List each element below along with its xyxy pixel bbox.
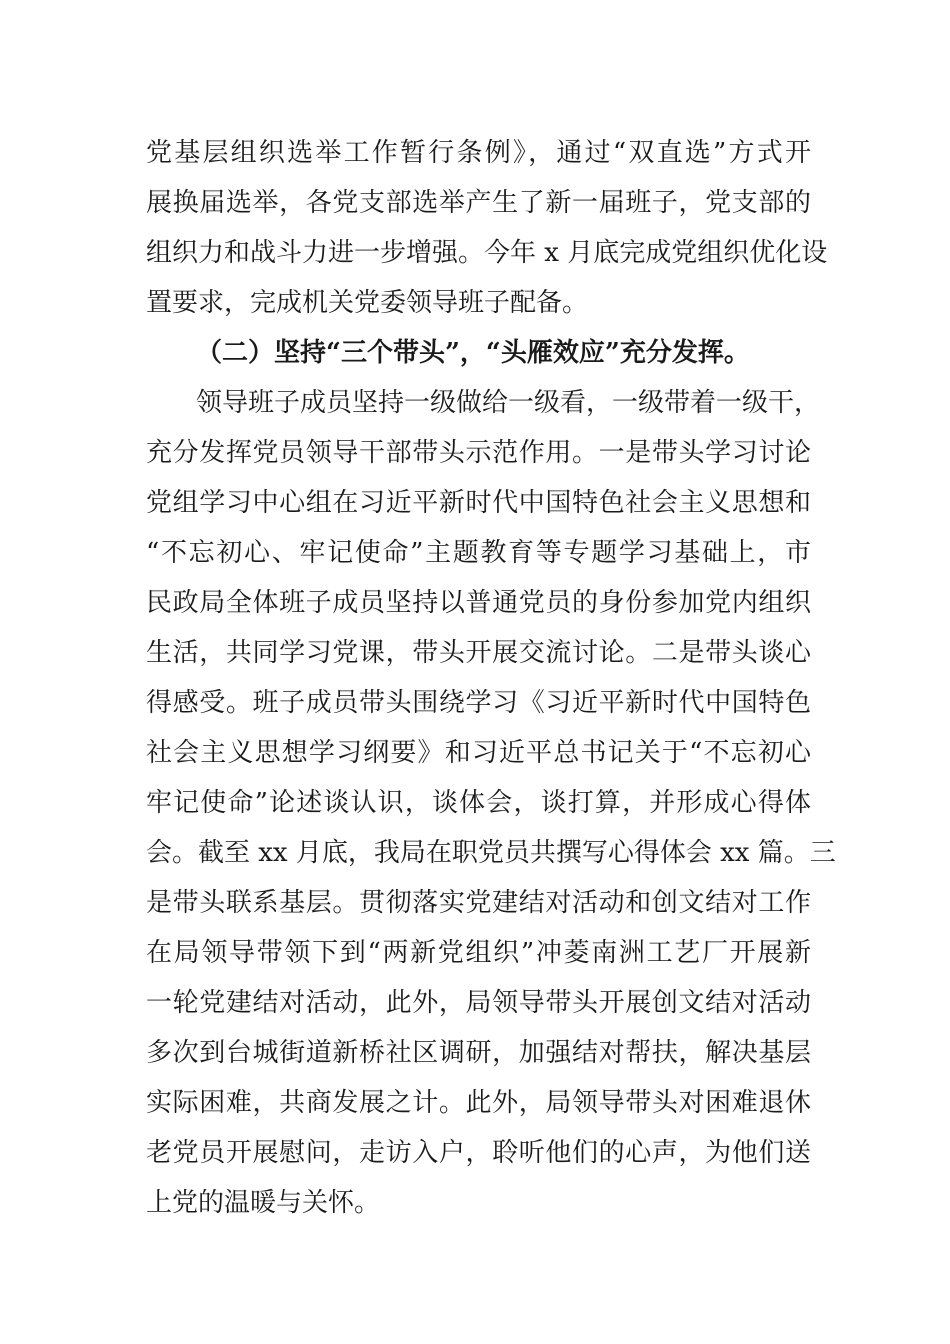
text-line: 社会主义思想学习纲要》和习近平总书记关于“不忘初心 — [146, 738, 811, 768]
text-line: “不忘初心、牢记使命”主题教育等专题学习基础上，市 — [146, 538, 811, 568]
text-line: 展换届选举，各党支部选举产生了新一届班子，党支部的 — [146, 188, 811, 218]
text-line: 会。截至 xx 月底，我局在职党员共撰写心得体会 xx 篇。三 — [146, 838, 836, 868]
text-line: 领导班子成员坚持一级做给一级看，一级带着一级干， — [196, 388, 821, 418]
text-line: 在局领导带领下到“两新党组织”冲菱南洲工艺厂开展新 — [146, 938, 811, 968]
text-line: 多次到台城街道新桥社区调研，加强结对帮扶，解决基层 — [146, 1038, 811, 1068]
text-line: 置要求，完成机关党委领导班子配备。 — [146, 288, 589, 318]
text-line: 实际困难，共商发展之计。此外，局领导带头对困难退休 — [146, 1088, 811, 1118]
text-line: 老党员开展慰问，走访入户，聆听他们的心声，为他们送 — [146, 1138, 811, 1168]
text-line: 得感受。班子成员带头围绕学习《习近平新时代中国特色 — [146, 688, 811, 718]
text-line: 是带头联系基层。贯彻落实党建结对活动和创文结对工作 — [146, 888, 811, 918]
text-line: 党组学习中心组在习近平新时代中国特色社会主义思想和 — [146, 488, 811, 518]
text-line: 充分发挥党员领导干部带头示范作用。一是带头学习讨论 — [146, 438, 811, 468]
text-line: 党基层组织选举工作暂行条例》，通过“双直选”方式开 — [146, 138, 811, 168]
text-line: 一轮党建结对活动，此外，局领导带头开展创文结对活动 — [146, 988, 811, 1018]
text-line: 组织力和战斗力进一步增强。今年 x 月底完成党组织优化设 — [146, 238, 828, 268]
text-line: 上党的温暖与关怀。 — [146, 1188, 381, 1218]
text-line: 生活，共同学习党课，带头开展交流讨论。二是带头谈心 — [146, 638, 811, 668]
text-line: 民政局全体班子成员坚持以普通党员的身份参加党内组织 — [146, 588, 811, 618]
text-line: 牢记使命”论述谈认识，谈体会，谈打算，并形成心得体 — [146, 788, 811, 818]
section-heading: （二）坚持“三个带头”，“头雁效应”充分发挥。 — [196, 338, 750, 368]
